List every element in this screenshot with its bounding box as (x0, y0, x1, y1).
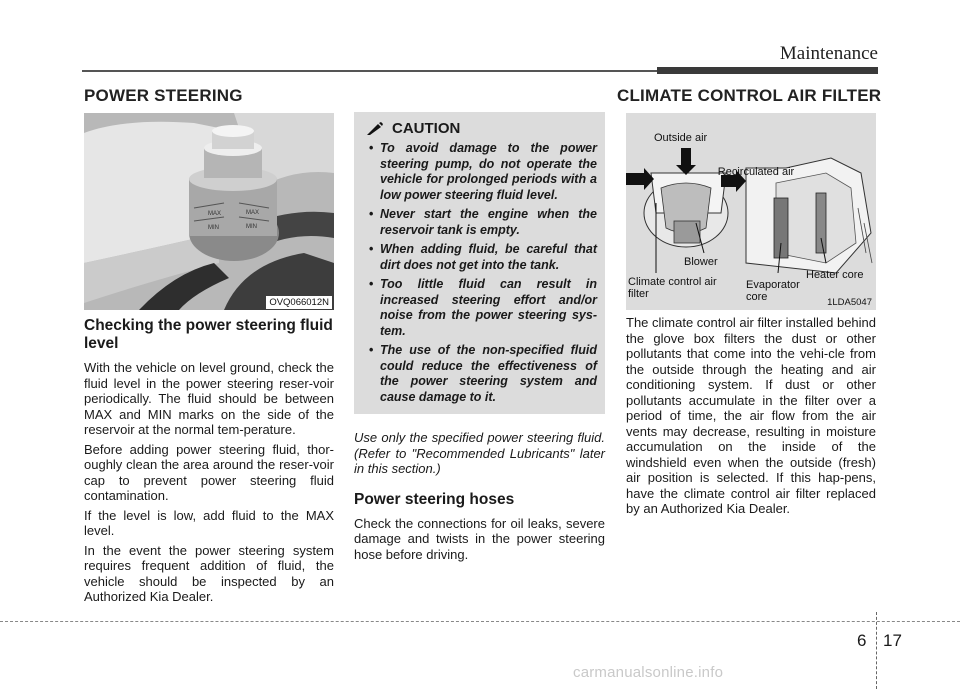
caution-box (354, 112, 605, 414)
label-heater-core: Heater core (806, 269, 864, 281)
reservoir-photo (84, 113, 334, 310)
left-column-text (84, 317, 334, 609)
subheading-checking-fluid: Checking the power steering fluid level (84, 317, 333, 352)
paragraph: Check the connections for oil leaks, severe damage and twists in the power steering hose before driving. (354, 515, 605, 562)
caution-item: • Too little fluid can result in increased steering effort and/or noise from the power steering sys-tem. (366, 277, 597, 339)
photo-label-max-left: MAX (208, 211, 222, 217)
label-outside-air: Outside air (654, 132, 708, 144)
header-bar (657, 67, 878, 74)
photo-label-min-left: MIN (208, 225, 219, 231)
paragraph: If the level is low, add fluid to the MAX level. (84, 507, 334, 538)
paragraph: In the event the power steering system requires frequent addition of fluid, the vehicle should be inspected by an Authorized Kia Dealer. (84, 542, 334, 604)
page-separator (876, 612, 878, 689)
photo-caption: OVQ066012N (266, 296, 332, 309)
caution-list (366, 141, 597, 405)
subheading-hoses: Power steering hoses (354, 490, 515, 508)
caution-item: • Never start the engine when the reservoir tank is empty. (366, 207, 597, 238)
footer-dashed-rule (0, 621, 960, 622)
caution-item: • The use of the non-specified fluid could reduce the effectiveness of the power steering system and cause damage to it. (366, 343, 597, 405)
caution-title: CAUTION (392, 120, 461, 137)
label-evaporator: Evaporator core (746, 279, 800, 303)
caution-item: • To avoid damage to the power steering pump, do not operate the vehicle for prolonged periods with a low power steering fluid level. (366, 141, 597, 203)
label-blower: Blower (684, 256, 718, 268)
paragraph: Before adding power steering fluid, thor-oughly clean the area around the reser-voir cap to prevent power steering fluid contamination. (84, 441, 334, 503)
section-title-climate-filter: CLIMATE CONTROL AIR FILTER (617, 86, 882, 105)
header-title: Maintenance (779, 43, 878, 64)
right-column-text (626, 315, 876, 521)
diagram-code: 1LDA5047 (827, 297, 872, 308)
fluid-note: Use only the specified power steering fluid. (Refer to "Recommended Lubricants" later in this section.) (354, 430, 605, 476)
paragraph: With the vehicle on level ground, check the fluid level in the power steering reser-voir periodically. The fluid should be between MAX and MIN marks on the side of the reservoir at the normal tem-perature. (84, 360, 334, 437)
label-recirculated-air: Recirculated air (717, 166, 795, 178)
caution-item: • When adding fluid, be careful that dirt does not get into the tank. (366, 242, 597, 273)
middle-column-text (354, 430, 605, 566)
section-title-power-steering: POWER STEERING (84, 86, 243, 105)
label-climate-filter: Climate control air filter (628, 276, 717, 300)
caution-icon (366, 122, 384, 136)
photo-label-max-right: MAX (246, 210, 260, 216)
photo-label-min-right: MIN (246, 224, 257, 230)
watermark: carmanualsonline.info (573, 664, 724, 681)
chapter-number: 6 (857, 631, 867, 650)
paragraph: The climate control air filter installed behind the glove box filters the dust or other pollutants that come into the vehi-cle from the outside through the heating and air conditioning system. If dust or other pollutants accumulate in the filter over a period of time, the air flow from the air vents may decrease, resulting in moisture accumulation on the inside of the windshield even when the outside (fresh) air position is selected. If this hap-pens, have the climate control air filter replaced by an Authorized Kia Dealer. (626, 315, 877, 516)
page-number: 17 (883, 631, 902, 650)
hvac-diagram (626, 113, 876, 310)
